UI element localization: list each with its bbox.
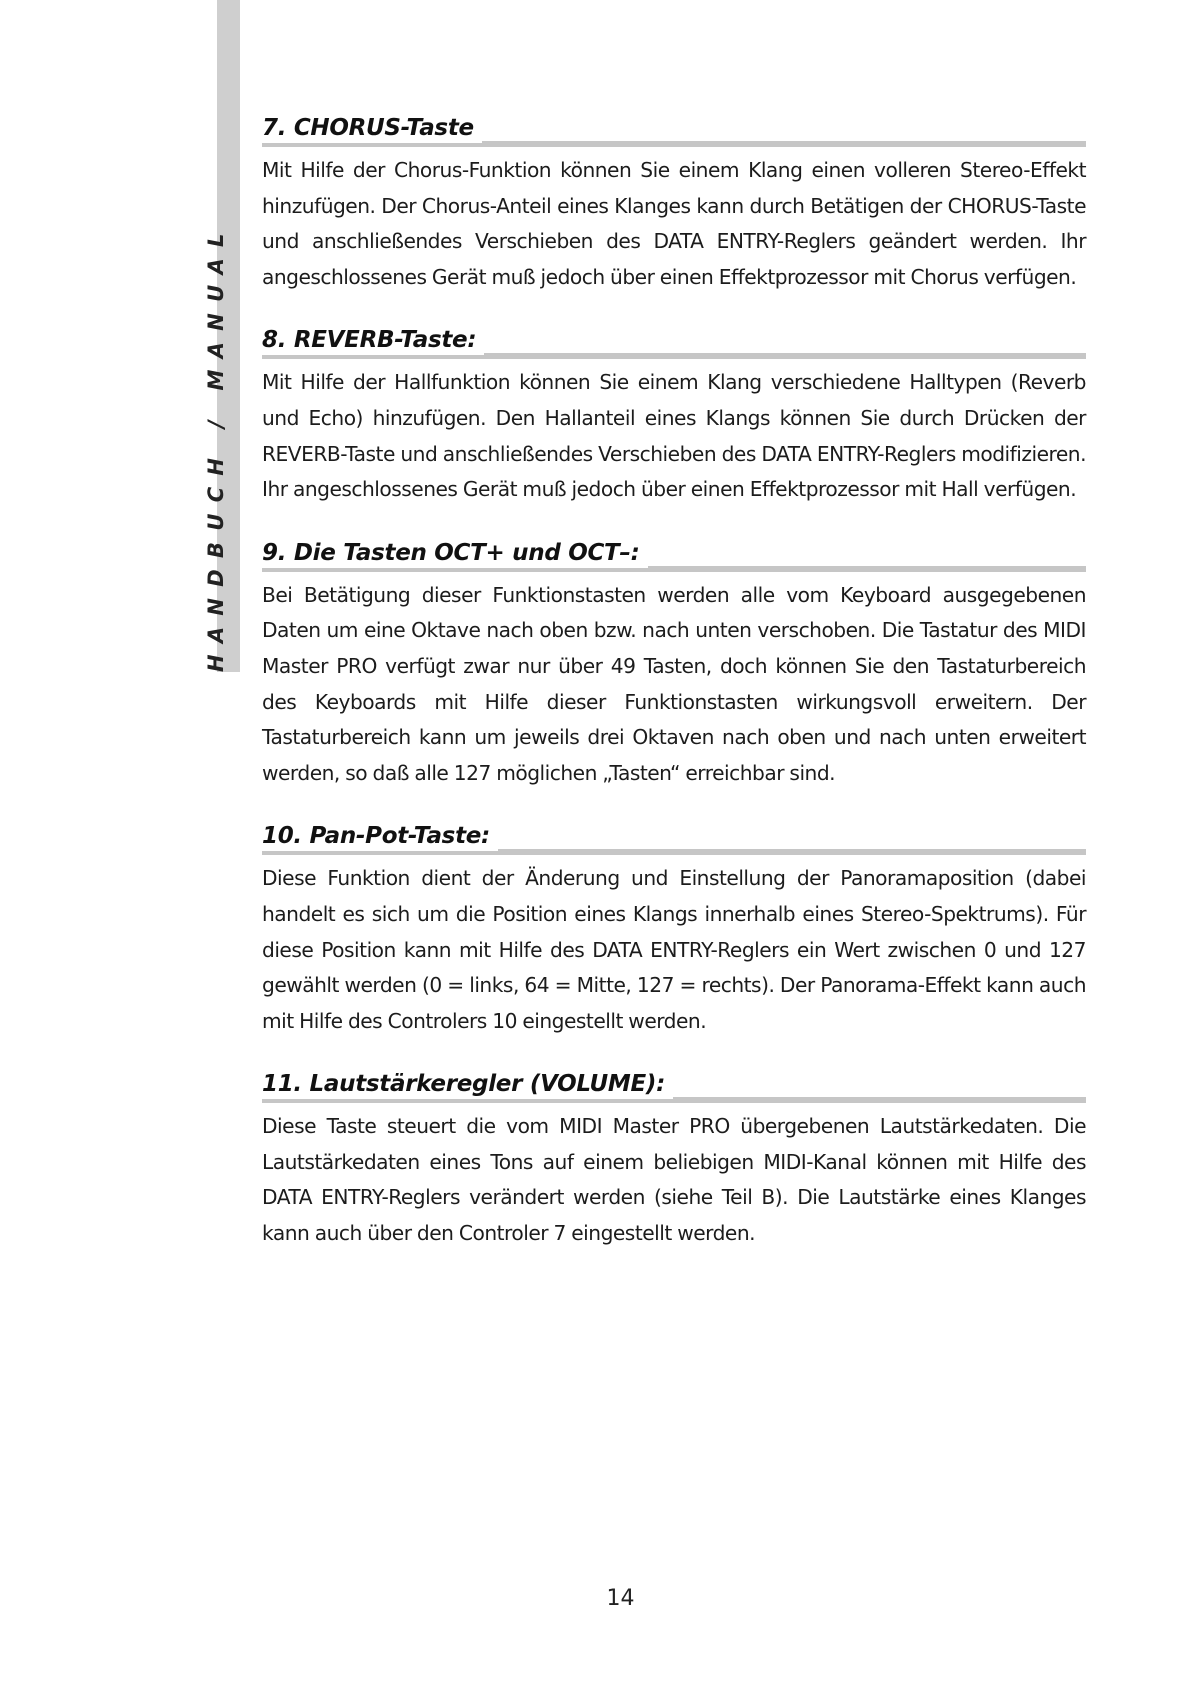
section-body: Mit Hilfe der Chorus-Funktion können Sie einem Klang einen volleren Stereo-Effekt hinzufügen. Der Chorus-Anteil eines Klanges kann durch Betätigen der CHORUS-Taste und anschließendes Verschieben des DATA ENTRY-Reglers geändert werden. Ihr angeschlossenes Gerät muß jedoch über einen Effektprozessor mit Chorus verfügen. [262,158,1086,289]
section-reverb [262,325,1086,507]
section-body: Diese Taste steuert die vom MIDI Master PRO übergebenen Lautstärkedaten. Die Lautstärkedaten eines Tons auf einem beliebigen MIDI-Kanal können mit Hilfe des DATA ENTRY-Reglers verändert werden (siehe Teil B). Die Lautstärke eines Klanges kann auch über den Controler 7 eingestellt werden. [262,1114,1086,1246]
section-pan-pot [262,821,1086,1039]
section-title: 7. CHORUS-Taste [262,113,482,143]
section-oct [262,538,1086,792]
section-heading [262,113,1086,147]
section-heading [262,821,1086,855]
section-body: Mit Hilfe der Hallfunktion können Sie einem Klang verschiedene Halltypen (Reverb und Echo) hinzufügen. Den Hallanteil eines Klangs können Sie durch Drücken der REVERB-Taste und anschließendes Verschieben des DATA ENTRY-Reglers modifizieren. Ihr angeschlossenes Gerät muß jedoch über einen Effektprozessor mit Hall verfügen. [262,370,1086,502]
section-heading [262,325,1086,359]
section-chorus [262,113,1086,295]
page-number: 14 [606,1586,635,1611]
section-body: Bei Betätigung dieser Funktionstasten werden alle vom Keyboard ausgegebenen Daten um eine Oktave nach oben bzw. nach unten verschoben. Die Tastatur des MIDI Master PRO verfügt zwar nur über 49 Tasten, doch können Sie den Tastaturbereich des Keyboards mit Hilfe dieser Funktionstasten wirkungsvoll erweitern. Der Tastaturbereich kann um jeweils drei Oktaven nach oben und nach unten erweitert werden, so daß alle 127 möglichen „Tasten“ erreichbar sind. [262,582,1086,785]
section-heading [262,1069,1086,1103]
section-volume [262,1069,1086,1251]
section-title: 8. REVERB-Taste: [262,325,484,355]
page-content [262,113,1086,1282]
section-title: 11. Lautstärkeregler (VOLUME): [262,1069,673,1099]
section-title: 9. Die Tasten OCT+ und OCT–: [262,538,648,568]
section-title: 10. Pan-Pot-Taste: [262,821,498,851]
section-body: Diese Funktion dient der Änderung und Einstellung der Panoramaposition (dabei handelt es sich um die Position eines Klangs innerhalb eines Stereo-Spektrums). Für diese Position kann mit Hilfe des DATA ENTRY-Reglers ein Wert zwischen 0 und 127 gewählt werden (0 = links, 64 = Mitte, 127 = rechts). Der Panorama-Effekt kann auch mit Hilfe des Controlers 10 eingestellt werden. [262,866,1086,1033]
sidebar-label: HANDBUCH / MANUAL [204,222,228,672]
section-heading [262,538,1086,572]
